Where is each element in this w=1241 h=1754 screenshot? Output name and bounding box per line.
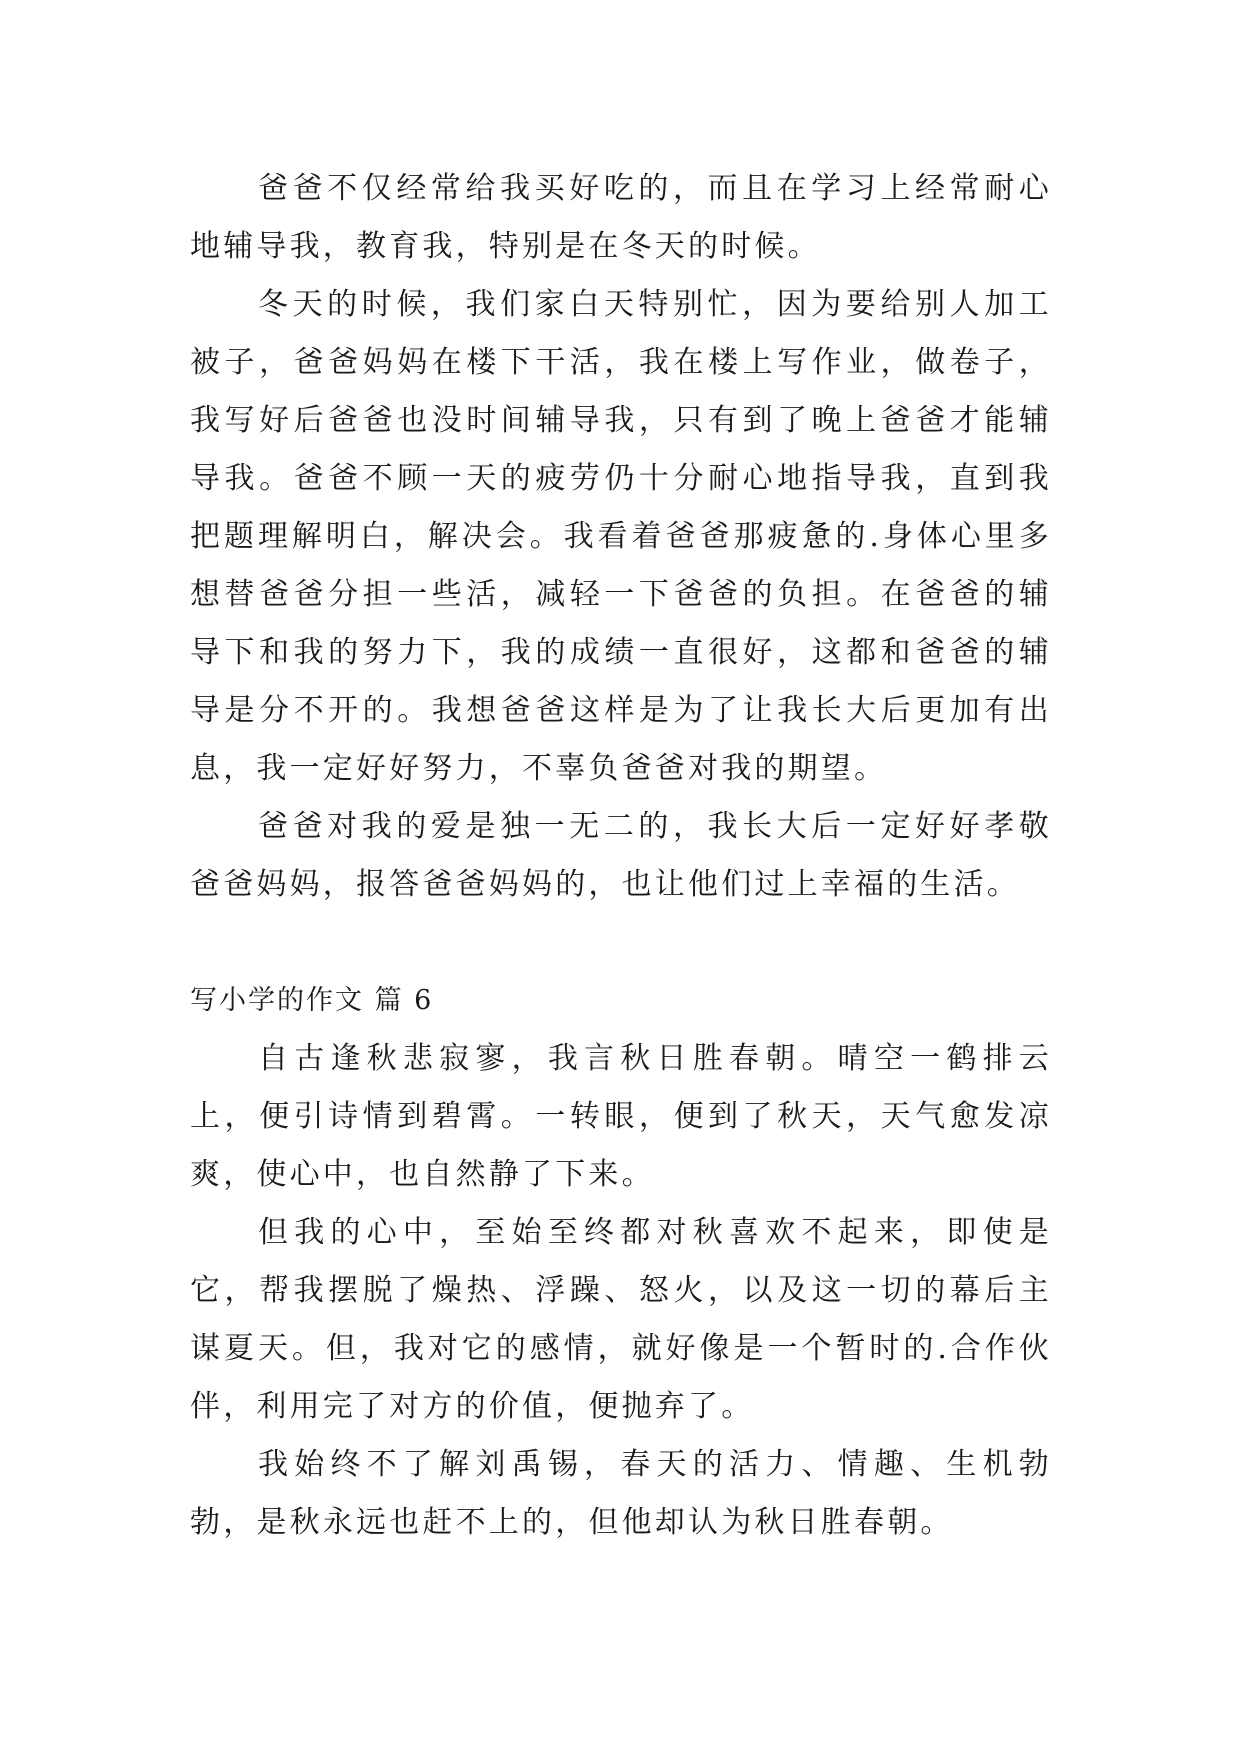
paragraph: 爸爸不仅经常给我买好吃的，而且在学习上经常耐心地辅导我，教育我，特别是在冬天的时候。: [190, 171, 1052, 264]
paragraph: 我始终不了解刘禹锡，春天的活力、情趣、生机勃勃，是秋永远也赶不上的，但他却认为秋日胜春朝。: [190, 1447, 1052, 1540]
paragraph: 爸爸对我的爱是独一无二的，我长大后一定好好孝敬爸爸妈妈，报答爸爸妈妈的，也让他们过上幸福的生活。: [190, 809, 1052, 902]
section-heading: 写小学的作文 篇 6: [190, 985, 434, 1016]
paragraph: 自古逢秋悲寂寥，我言秋日胜春朝。晴空一鹤排云上，便引诗情到碧霄。一转眼，便到了秋天，天气愈发凉爽，使心中，也自然静了下来。: [190, 1041, 1052, 1192]
document-page: [190, 160, 1052, 1552]
paragraph: 冬天的时候，我们家白天特别忙，因为要给别人加工被子，爸爸妈妈在楼下干活，我在楼上写作业，做卷子，我写好后爸爸也没时间辅导我，只有到了晚上爸爸才能辅导我。爸爸不顾一天的疲劳仍十分耐心地指导我，直到我把题理解明白，解决会。我看着爸爸那疲惫的.身体心里多想替爸爸分担一些活，减轻一下爸爸的负担。在爸爸的辅导下和我的努力下，我的成绩一直很好，这都和爸爸的辅导是分不开的。我想爸爸这样是为了让我长大后更加有出息，我一定好好努力，不辜负爸爸对我的期望。: [190, 287, 1052, 786]
paragraph: 但我的心中，至始至终都对秋喜欢不起来，即使是它，帮我摆脱了燥热、浮躁、怒火，以及这一切的幕后主谋夏天。但，我对它的感情，就好像是一个暂时的.合作伙伴，利用完了对方的价值，便抛弃了。: [190, 1215, 1052, 1424]
